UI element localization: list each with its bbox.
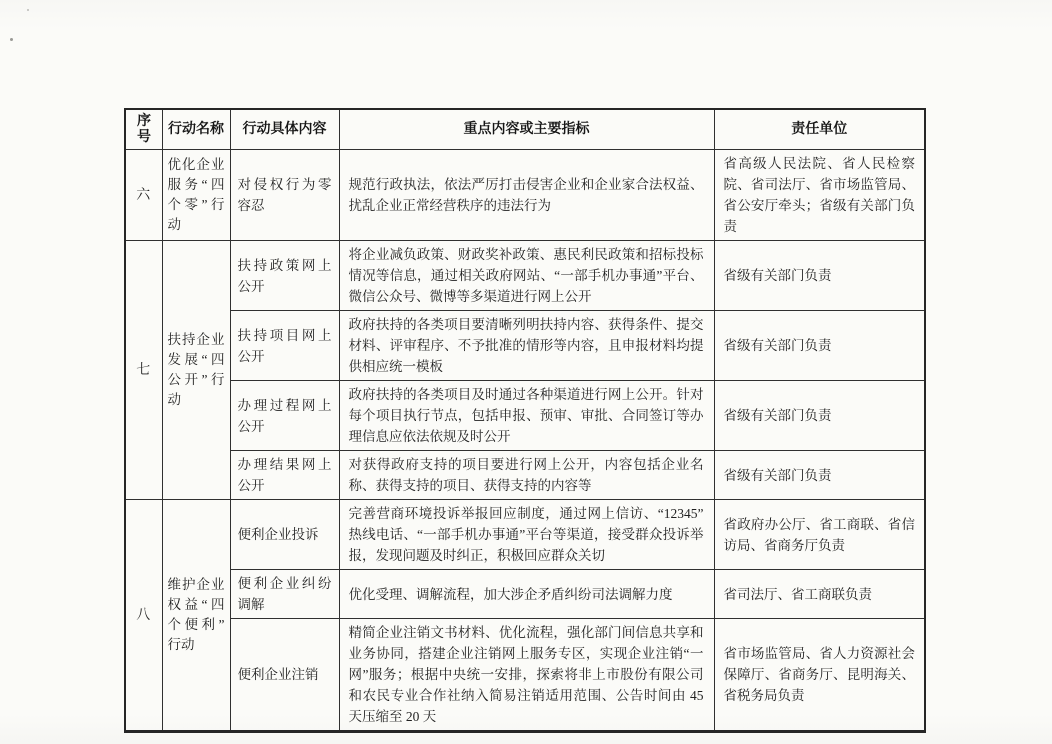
table-row [125,451,925,500]
row-group-action-name: 优化企业服务“四个零”行动 [162,150,230,241]
cell-action-content: 办理过程网上公开 [230,381,339,451]
table-row [125,570,925,619]
table-row [125,381,925,451]
row-group-number: 七 [125,241,162,500]
row-group-number: 八 [125,500,162,732]
cell-responsible-unit: 省司法厅、省工商联负责 [714,570,925,619]
cell-responsible-unit: 省级有关部门负责 [714,241,925,311]
cell-key-indicator: 精简企业注销文书材料、优化流程，强化部门间信息共享和业务协同，搭建企业注销网上服务专区，实现企业注销“一网”服务；根据中央统一安排，探索将非上市股份有限公司和农民专业合作社纳入简易注销适用范围、公告时间由 45 天压缩至 20 天 [339,619,714,732]
cell-responsible-unit: 省政府办公厅、省工商联、省信访局、省商务厅负责 [714,500,925,570]
cell-action-content: 办理结果网上公开 [230,451,339,500]
table-row [125,619,925,732]
cell-key-indicator: 政府扶持的各类项目及时通过各种渠道进行网上公开。针对每个项目执行节点，包括申报、预审、审批、合同签订等办理信息应依法依规及时公开 [339,381,714,451]
row-group-number: 六 [125,150,162,241]
scan-speck [27,9,29,11]
cell-action-content: 对侵权行为零容忍 [230,150,339,241]
col-header-responsible-unit: 责任单位 [714,109,925,150]
cell-key-indicator: 对获得政府支持的项目要进行网上公开，内容包括企业名称、获得支持的项目、获得支持的内容等 [339,451,714,500]
table-row [125,241,925,311]
row-group-action-name: 扶持企业发展“四公开”行动 [162,241,230,500]
cell-responsible-unit: 省市场监管局、省人力资源社会保障厅、省商务厅、昆明海关、省税务局负责 [714,619,925,732]
col-header-action-name: 行动名称 [162,109,230,150]
cell-action-content: 扶持政策网上公开 [230,241,339,311]
cell-key-indicator: 政府扶持的各类项目要清晰列明扶持内容、获得条件、提交材料、评审程序、不予批准的情形等内容，且申报材料均提供相应统一模板 [339,311,714,381]
scan-speck [10,38,13,41]
cell-action-content: 扶持项目网上公开 [230,311,339,381]
cell-responsible-unit: 省高级人民法院、省人民检察院、省司法厅、省市场监管局、省公安厅牵头；省级有关部门负责 [714,150,925,241]
row-group-action-name: 维护企业权益“四个便利”行动 [162,500,230,732]
cell-key-indicator: 规范行政执法，依法严厉打击侵害企业和企业家合法权益、扰乱企业正常经营秩序的违法行为 [339,150,714,241]
table-row [125,500,925,570]
cell-key-indicator: 完善营商环境投诉举报回应制度，通过网上信访、“12345”热线电话、“一部手机办事通”平台等渠道，接受群众投诉举报，发现问题及时纠正，积极回应群众关切 [339,500,714,570]
col-header-number: 序号 [125,109,162,150]
cell-responsible-unit: 省级有关部门负责 [714,451,925,500]
cell-key-indicator: 优化受理、调解流程，加大涉企矛盾纠纷司法调解力度 [339,570,714,619]
table-header-row [125,109,925,150]
cell-action-content: 便利企业投诉 [230,500,339,570]
cell-action-content: 便利企业纠纷调解 [230,570,339,619]
col-header-key-indicators: 重点内容或主要指标 [339,109,714,150]
cell-responsible-unit: 省级有关部门负责 [714,381,925,451]
cell-key-indicator: 将企业减负政策、财政奖补政策、惠民利民政策和招标投标情况等信息，通过相关政府网站、“一部手机办事通”平台、微信公众号、微博等多渠道进行网上公开 [339,241,714,311]
table-row [125,150,925,241]
table-row [125,311,925,381]
cell-action-content: 便利企业注销 [230,619,339,732]
cell-responsible-unit: 省级有关部门负责 [714,311,925,381]
col-header-action-content: 行动具体内容 [230,109,339,150]
action-plan-table [124,108,926,733]
